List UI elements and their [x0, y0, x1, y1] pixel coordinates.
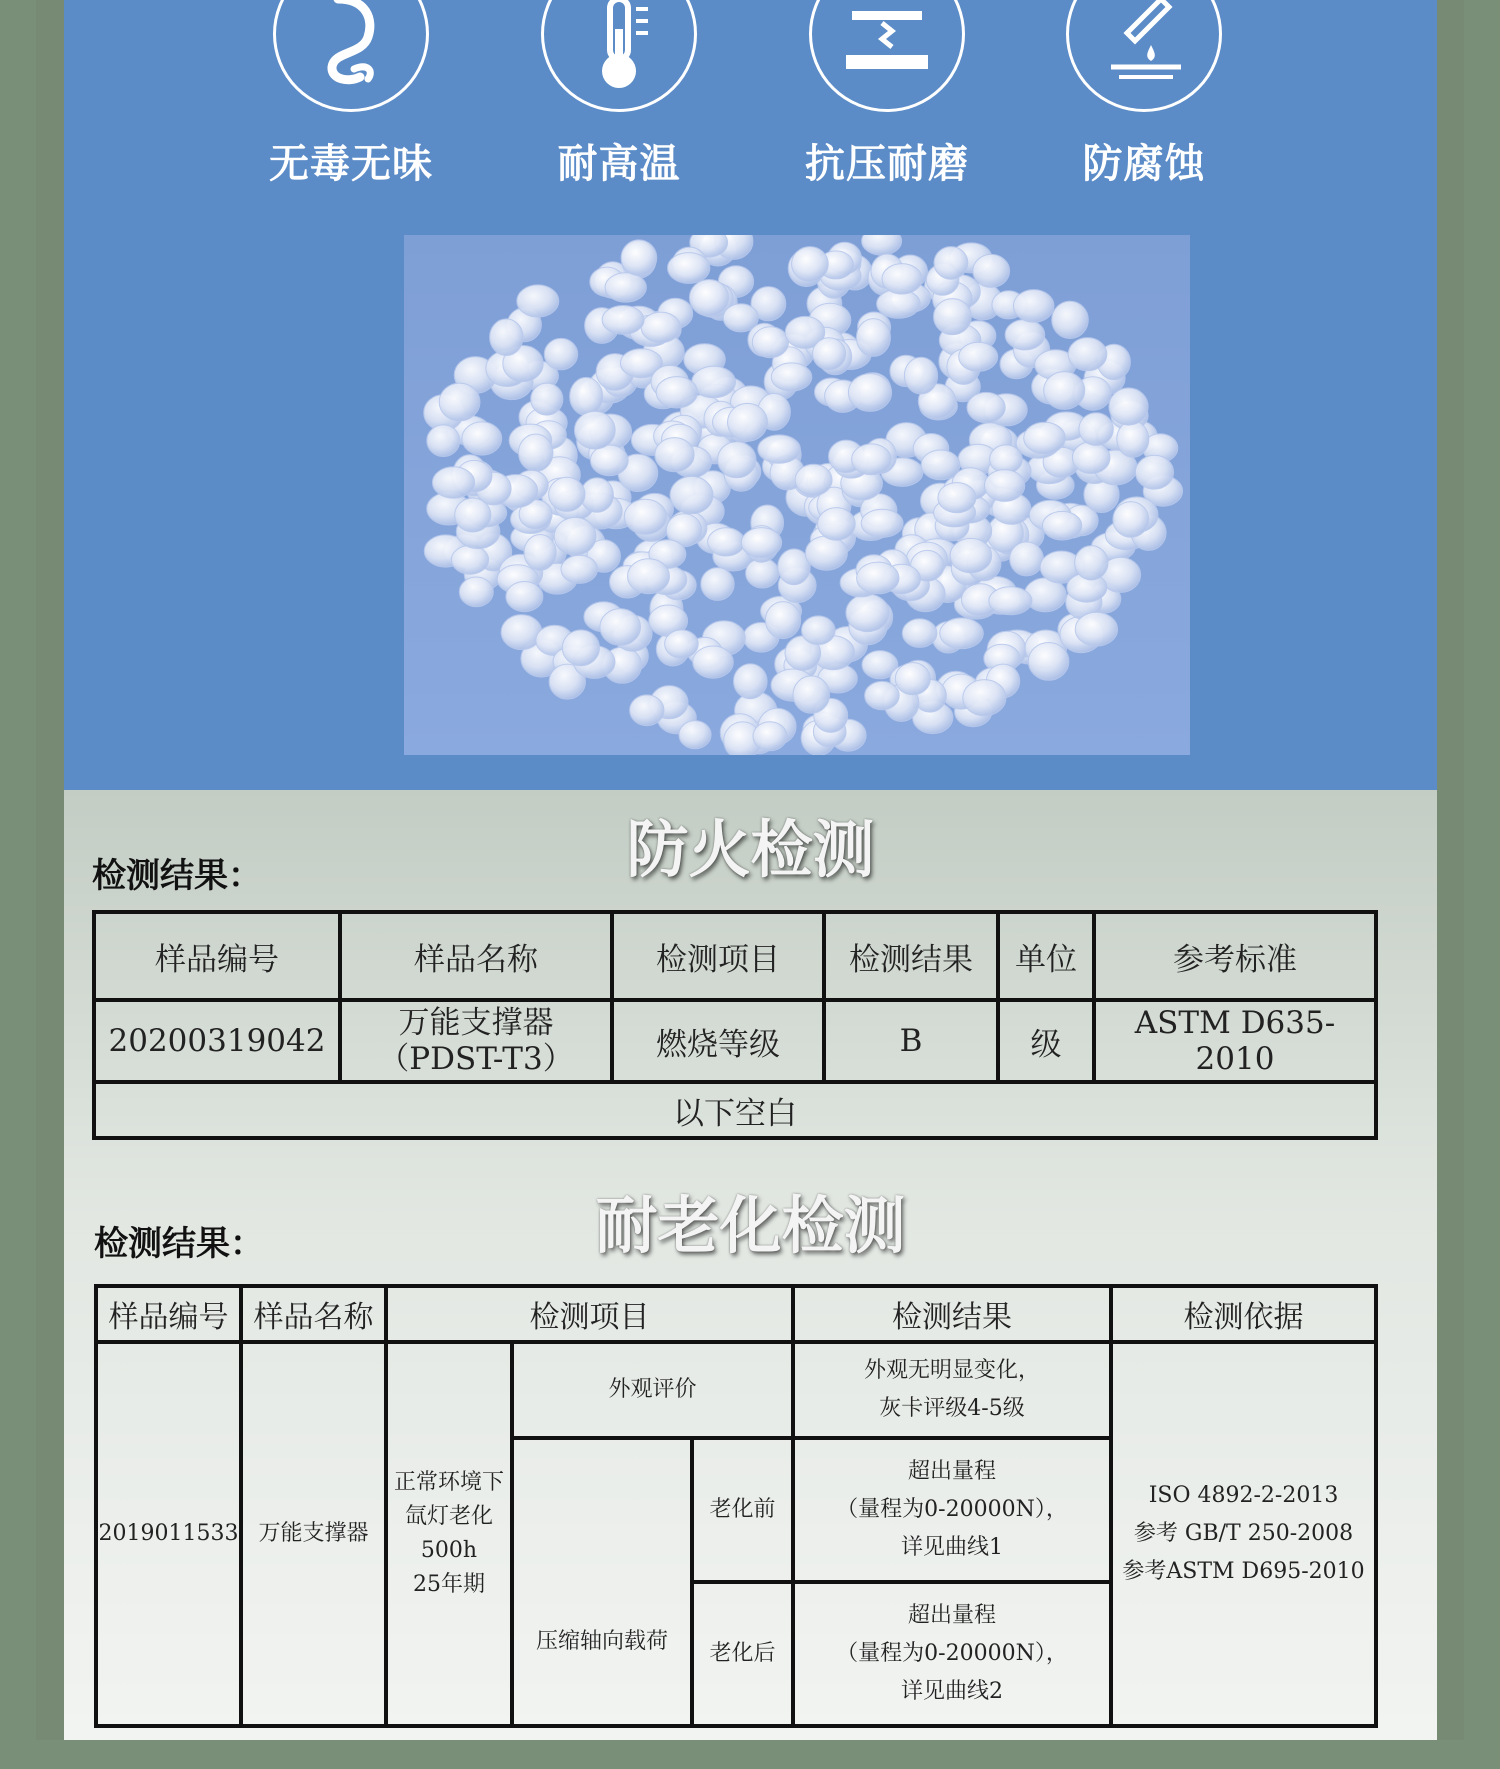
standard-cell: ASTM D635-2010	[1094, 1000, 1376, 1082]
pellet	[865, 681, 900, 709]
condition-cell	[386, 1342, 512, 1726]
header-cell: 样品名称	[340, 912, 612, 1000]
pellet	[857, 562, 899, 594]
sample-no-cell: 20200319042	[94, 1000, 340, 1082]
pellet	[792, 247, 829, 282]
standard-cell	[1111, 1342, 1376, 1726]
pellet	[1068, 338, 1107, 371]
pellet	[852, 444, 891, 475]
pellet	[752, 327, 788, 358]
pellet	[668, 253, 710, 284]
pellet	[1072, 442, 1110, 474]
after-aging-label: 老化后	[692, 1582, 793, 1726]
pellet	[692, 366, 736, 398]
pellet	[934, 299, 972, 335]
pellet	[708, 528, 745, 556]
pellet	[561, 555, 598, 583]
feature-label: 无毒无味	[269, 141, 433, 187]
pellet	[984, 470, 1024, 502]
pellet	[1135, 455, 1173, 489]
test-report-section	[64, 790, 1437, 1740]
sample-name-cell	[340, 1000, 612, 1082]
pellet	[728, 403, 768, 441]
pellet	[581, 478, 614, 513]
pellets-photo	[404, 235, 1190, 755]
header-cell: 样品编号	[96, 1286, 241, 1342]
feature-wear-resistant	[787, 0, 987, 189]
pellet	[1117, 421, 1149, 457]
pellet	[501, 615, 542, 650]
pellet	[862, 235, 902, 255]
pellet	[813, 338, 846, 370]
pellet	[1024, 422, 1066, 454]
header-cell: 检测结果	[824, 912, 998, 1000]
header-cell: 样品名称	[241, 1286, 386, 1342]
pellet	[940, 618, 984, 649]
header-cell: 参考标准	[1094, 912, 1376, 1000]
pellet	[670, 476, 713, 513]
pellet	[562, 630, 599, 666]
pellet	[524, 535, 556, 571]
pellet	[624, 499, 666, 534]
pellet	[1075, 546, 1108, 580]
header-cell: 单位	[998, 912, 1094, 1000]
table-header-row	[96, 1286, 1376, 1342]
pellet	[793, 676, 830, 713]
feature-label: 耐高温	[557, 141, 681, 187]
compression-icon	[809, 0, 965, 112]
table-row	[96, 1342, 1376, 1438]
result-line: 详见曲线1	[901, 1535, 1004, 1560]
pellet	[432, 467, 474, 498]
sample-name-line: 万能支撑器	[398, 1005, 554, 1041]
result-line: 灰卡评级4-5级	[879, 1396, 1025, 1421]
pellet	[459, 577, 493, 607]
pellet	[718, 442, 756, 478]
pellet	[765, 602, 800, 639]
pellet	[641, 312, 680, 342]
result-line: 超出量程	[908, 1459, 997, 1484]
pellet	[628, 559, 670, 594]
pellet	[590, 445, 628, 476]
standard-line: 参考ASTM D695-2010	[1122, 1559, 1365, 1584]
condition-line: 氙灯老化	[404, 1504, 493, 1529]
pellet	[856, 319, 890, 357]
pellet	[1005, 320, 1045, 350]
pellet	[741, 528, 781, 558]
pellet	[531, 383, 563, 415]
pellet	[959, 342, 998, 371]
feature-anti-corrosion	[1044, 0, 1244, 189]
aging-test-title: 耐老化检测	[595, 1189, 906, 1262]
nose-icon	[273, 0, 429, 112]
standard-line: ISO 4892-2-2013	[1148, 1483, 1339, 1508]
pellet	[451, 545, 488, 574]
pellet	[802, 616, 836, 645]
pellet	[1052, 301, 1089, 338]
test-item-cell: 燃烧等级	[612, 1000, 824, 1082]
fire-result-label: 检测结果：	[92, 856, 262, 896]
header-cell: 检测项目	[386, 1286, 793, 1342]
pellet	[967, 392, 1005, 422]
sample-name-cell: 万能支撑器	[241, 1342, 386, 1726]
after-aging-result	[793, 1582, 1111, 1726]
pellet	[753, 722, 787, 751]
pellet	[950, 538, 992, 572]
pellet	[771, 363, 812, 391]
pellet	[989, 587, 1032, 615]
pellet	[621, 240, 657, 276]
pellet	[1109, 388, 1148, 425]
pellet	[490, 319, 523, 356]
pellet	[1075, 612, 1117, 646]
pellet	[973, 254, 1010, 287]
pellet	[1013, 290, 1054, 323]
pellet	[1044, 372, 1085, 410]
pellet	[734, 664, 768, 699]
pellet	[574, 411, 615, 449]
sample-model-line: （PDST-T3）	[378, 1041, 574, 1077]
appearance-item-cell: 外观评价	[512, 1342, 793, 1438]
result-line: 详见曲线2	[901, 1679, 1004, 1704]
header-cell: 检测结果	[793, 1286, 1111, 1342]
table-row	[94, 1000, 1376, 1082]
compression-item-cell: 压缩轴向载荷	[512, 1438, 692, 1726]
pellet	[701, 568, 734, 601]
pellet	[506, 582, 543, 612]
sample-no-cell: 2019011533	[96, 1342, 241, 1726]
pellet	[963, 680, 1006, 716]
pellet	[848, 374, 891, 412]
pellet	[462, 422, 502, 455]
pellet	[519, 434, 553, 471]
pellet	[600, 609, 641, 646]
feature-label: 抗压耐磨	[805, 141, 969, 187]
fire-test-title: 防火检测	[626, 813, 875, 886]
pellet	[679, 721, 711, 749]
feature-non-toxic	[251, 0, 451, 189]
fire-test-table	[92, 910, 1378, 1140]
before-aging-result	[793, 1438, 1111, 1582]
pellet	[846, 594, 889, 632]
pellet	[554, 517, 596, 555]
result-line: 外观无明显变化，	[864, 1358, 1041, 1383]
hero-banner	[64, 0, 1437, 790]
pellet	[758, 435, 801, 463]
pellet	[723, 304, 758, 332]
pellet	[439, 383, 480, 421]
pellet	[517, 285, 559, 317]
pellet	[656, 377, 697, 408]
pellet	[895, 663, 930, 695]
feature-heat-resistant	[519, 0, 719, 189]
pellet	[689, 280, 728, 317]
pellet	[570, 377, 603, 415]
header-cell: 检测项目	[612, 912, 824, 1000]
pellet	[549, 477, 585, 511]
pellet	[938, 483, 976, 513]
pellet	[544, 338, 577, 369]
pellet	[795, 464, 832, 495]
thermometer-icon	[541, 0, 697, 112]
blank-note-cell: 以下空白	[94, 1082, 1376, 1138]
pellet	[902, 619, 937, 648]
aging-result-label: 检测结果：	[94, 1224, 264, 1264]
pellet	[904, 357, 937, 394]
pellet	[921, 450, 960, 480]
pellet	[882, 264, 922, 294]
condition-line: 500h	[420, 1538, 478, 1563]
pellet	[655, 438, 694, 472]
pellet	[1042, 511, 1081, 540]
pellet	[665, 630, 699, 658]
condition-line: 正常环境下	[393, 1470, 504, 1495]
pellet	[934, 247, 968, 280]
unit-cell: 级	[998, 1000, 1094, 1082]
pellet	[693, 646, 734, 678]
pellet	[1079, 413, 1113, 446]
pellet	[1113, 502, 1149, 538]
appearance-result-cell	[793, 1342, 1111, 1438]
standard-line: 参考 GB/T 250-2008	[1133, 1521, 1354, 1546]
aging-test-table	[94, 1284, 1378, 1728]
header-cell: 检测依据	[1111, 1286, 1376, 1342]
table-header-row	[94, 912, 1376, 1000]
pellet	[805, 536, 847, 570]
table-row-blank	[94, 1082, 1376, 1138]
pellet	[1028, 643, 1069, 681]
pellet	[630, 695, 664, 726]
test-tube-icon	[1066, 0, 1222, 112]
feature-label: 防腐蚀	[1082, 141, 1206, 187]
pellet	[602, 306, 644, 335]
pellet	[1010, 542, 1044, 576]
header-cell: 样品编号	[94, 912, 340, 1000]
pellet	[427, 425, 460, 457]
result-line: （量程为0-20000N），	[836, 1641, 1068, 1666]
before-aging-label: 老化前	[692, 1438, 793, 1582]
result-line: （量程为0-20000N），	[836, 1497, 1068, 1522]
condition-line: 25年期	[413, 1572, 485, 1597]
result-line: 超出量程	[908, 1603, 997, 1628]
pellet	[818, 508, 856, 541]
test-result-cell: B	[824, 1000, 998, 1082]
pellet	[861, 509, 903, 537]
pellet	[605, 273, 646, 302]
pellet	[455, 498, 491, 532]
